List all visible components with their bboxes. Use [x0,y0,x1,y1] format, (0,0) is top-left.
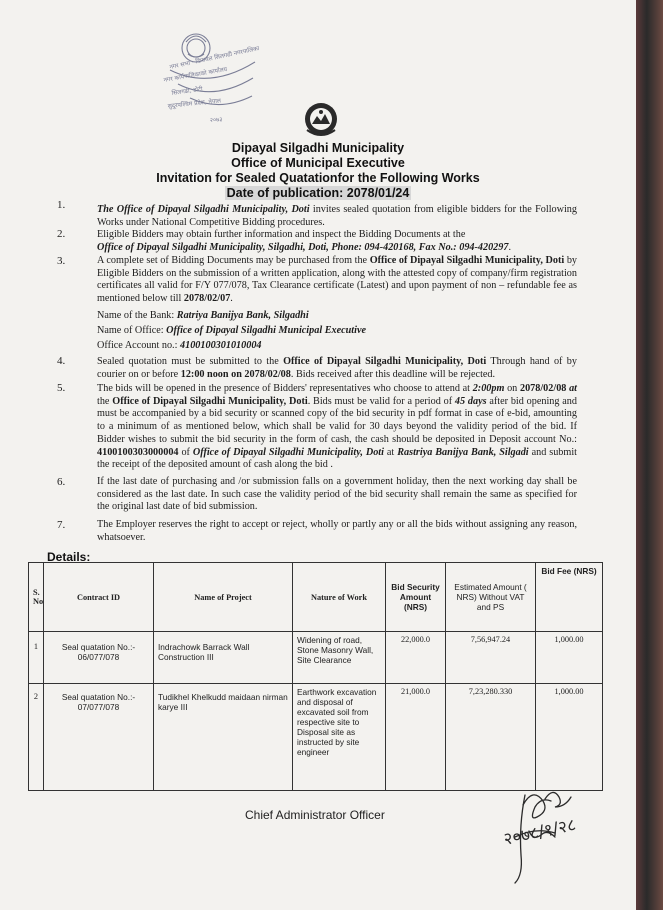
publication-date: Date of publication: 2078/01/24 [226,186,410,200]
cell-nature: Earthwork excavation and disposal of excavated soil from respective site to Disposal site as instructed by site engineer [293,684,386,791]
works-table [28,562,603,791]
signatory-title: Chief Administrator Officer [245,808,385,822]
header-sno: S. No [29,563,44,632]
cell-bid-security: 22,000.0 [386,632,446,684]
clause-6: If the last date of purchasing and /or submission falls on a government holiday, then the next working day shall be considered as the last date. In such case the validity period of the bid security shall remain the same as specified for the original last date of bid submission. [97,476,577,513]
notice-title: Invitation for Sealed Quatationfor the Following Works [156,171,480,185]
publication-date-row [0,186,636,200]
cell-sno: 2 [29,684,44,791]
cell-project: Tudikhel Khelkudd maidaan nirman karye III [154,684,293,791]
clause-7: The Employer reserves the right to accept or reject, wholly or partly any or all the bids without assigning any reason, whatsoever. [97,519,577,543]
clause-3: A complete set of Bidding Documents may be purchased from the Office of Dipayal Silgadhi Municipality, Doti by Eligible Bidders on the submission of a written application, along with the attested copy of company/firm registration certificates all valid for F/Y 077/078, Tax Clearance certificate (Latest) and upon payment of non – refundable fee as mentioned below till 2078/02/07. [97,255,578,305]
clause-number: 4. [57,355,66,367]
cell-bid-fee: 1,000.00 [536,684,603,791]
nepal-government-emblem [303,100,339,138]
svg-text:२०७३: २०७३ [209,116,223,124]
clause-number: 1. [57,199,66,211]
svg-text:सिलगढी, डोटी: सिलगढी, डोटी [171,85,204,97]
office-name-line: Name of Office: Office of Dipayal Silgadhi Municipal Executive [97,325,366,336]
cell-estimate: 7,56,947.24 [446,632,536,684]
cell-estimate: 7,23,280.330 [446,684,536,791]
header-contract-id: Contract ID [44,563,154,632]
bank-name: Name of the Bank: Ratriya Banijya Bank, Silgadhi [97,310,309,321]
clause-number: 6. [57,476,66,488]
cell-bid-security: 21,000.0 [386,684,446,791]
cell-bid-fee: 1,000.00 [536,632,603,684]
municipal-seal-stamp [150,22,270,127]
cell-sno: 1 [29,632,44,684]
cell-nature: Widening of road, Stone Masonry Wall, Site Clearance [293,632,386,684]
clause-number: 7. [57,519,66,531]
clause-number: 5. [57,382,66,394]
details-label: Details: [47,550,91,564]
office-account: Office Account no.: 4100100301010004 [97,340,262,351]
header-project: Name of Project [154,563,293,632]
handwritten-signature [485,775,625,885]
clause-4: Sealed quotation must be submitted to the Office of Dipayal Silgadhi Municipality, Doti Through hand of by courier on or before 12:00 noon on 2078/02/08. Bids received after this deadline will be rejected. [97,356,577,380]
header-estimate: Estimated Amount ( NRS) Without VAT and PS [446,563,536,632]
header-bid-fee: Bid Fee (NRS) [536,563,603,632]
cell-contract-id: Seal quatation No.:- 07/077/078 [44,684,154,791]
table-row [29,632,603,684]
clause-5: The bids will be opened in the presence of Bidders' representatives who choose to attend at 2:00pm on 2078/02/08 at the Office of Dipayal Silgadhi Municipality, Doti. Bids must be valid for a period of 45 days after bid opening and must be accompanied by a bid security or scanned copy of the bid security in pdf format in case of e-bid, amounting to a minimum of as mentioned below, which shall be valid for 30 days beyond the validity period of the bid. If Bidder wishes to submit the bid security in the form of cash, the cash should be deposited in Deposit account No.: 4100100303000004 of Office of Dipayal Silgadhi Municipality, Doti at Rastriya Banijya Bank, Silgadi and submit the receipt of the deposited amount of cash along the bid . [97,383,578,471]
header-bid-security: Bid Security Amount (NRS) [386,563,446,632]
table-header-row [29,563,603,632]
svg-text:नगर कार्यपालिकाको कार्यालय: नगर कार्यपालिकाको कार्यालय [163,65,228,84]
clause-number: 3. [57,255,66,267]
clause-number: 2. [57,228,66,240]
svg-text:नगर सभा · दिपायल सिलगढी नगरपाल: नगर सभा · दिपायल सिलगढी नगरपालिका [168,45,261,71]
header-nature: Nature of Work [293,563,386,632]
clause-1: The Office of Dipayal Silgadhi Municipality, Doti invites sealed quotation from eligible bidders for the Following Works under National Competitive Bidding procedures. [97,204,577,228]
clause-2: Eligible Bidders may obtain further information and inspect the Bidding Documents at the Office of Dipayal Silgadhi Municipality, Silgadhi, Doti, Phone: 094-420168, Fax No.: 094-420297. [97,229,512,253]
municipality-name: Dipayal Silgadhi Municipality [231,141,405,155]
svg-text:सुदूरपश्चिम प्रदेश, नेपाल: सुदूरपश्चिम प्रदेश, नेपाल [167,97,222,110]
cell-project: Indrachowk Barrack Wall Construction III [154,632,293,684]
office-name: Office of Municipal Executive [231,156,405,170]
cell-contract-id: Seal quatation No.:- 06/077/078 [44,632,154,684]
background-edge [636,0,663,910]
signature-date: २०७८/१/२८ [501,815,578,850]
